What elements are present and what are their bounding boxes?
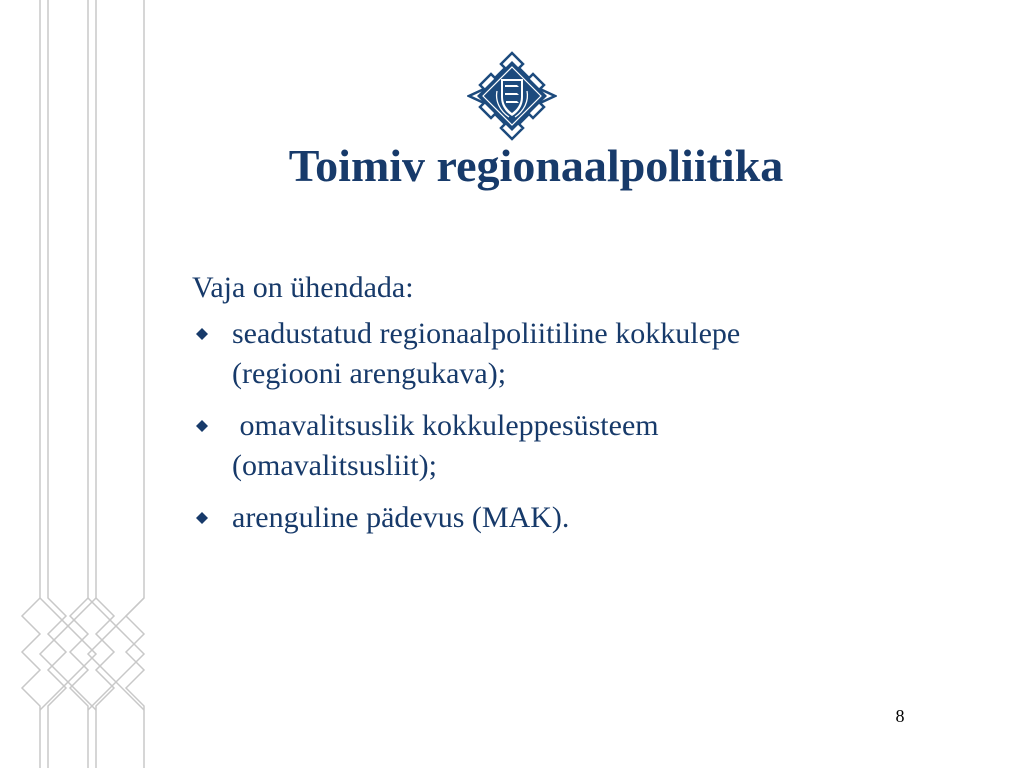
slide-body bbox=[192, 268, 932, 550]
bullet-line: (regiooni arengukava); bbox=[232, 357, 507, 390]
slide-title: Toimiv regionaalpoliitika bbox=[288, 140, 784, 191]
diamond-bullet-icon bbox=[196, 420, 208, 432]
bullet-line: omavalitsuslik kokkuleppesüsteem bbox=[232, 409, 659, 442]
list-item bbox=[192, 498, 932, 538]
bullet-list bbox=[192, 314, 932, 538]
list-item bbox=[192, 314, 932, 394]
bullet-line: arenguline pädevus (MAK). bbox=[232, 501, 570, 534]
bullet-line: (omavalitsusliit); bbox=[232, 449, 437, 482]
list-item bbox=[192, 406, 932, 486]
diamond-bullet-icon bbox=[196, 512, 208, 524]
line-ornament-border bbox=[0, 0, 160, 768]
estonian-coat-of-arms-emblem-icon bbox=[467, 51, 557, 141]
diamond-bullet-icon bbox=[196, 328, 208, 340]
bullet-line: seadustatud regionaalpoliitiline kokkulepe bbox=[232, 317, 741, 350]
intro-text: Vaja on ühendada: bbox=[192, 271, 414, 304]
page-number: 8 bbox=[895, 706, 905, 726]
